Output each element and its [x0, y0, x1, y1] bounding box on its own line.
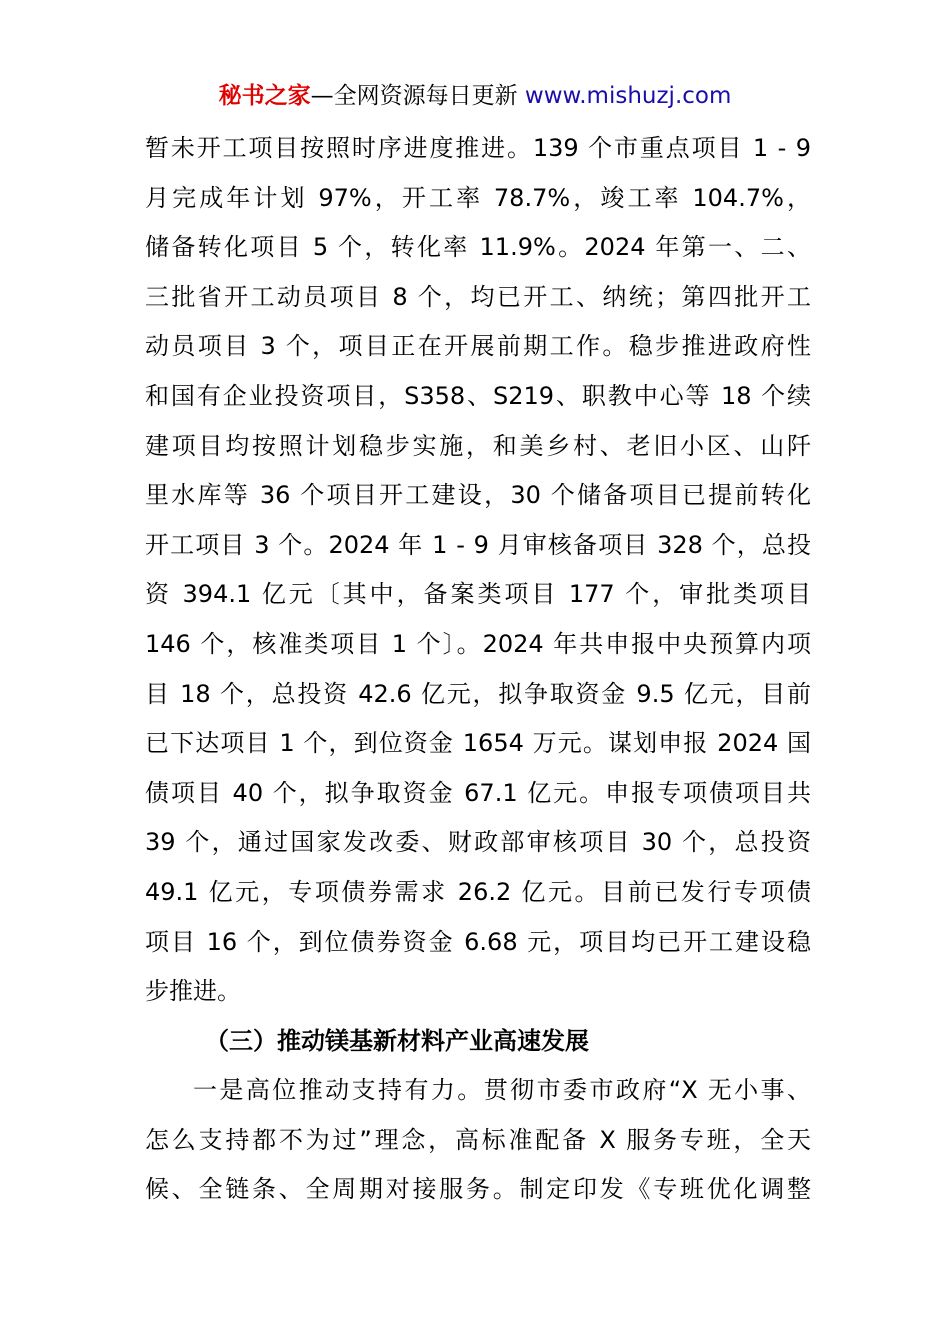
page-header — [0, 80, 950, 112]
text-line: 39 个，通过国家发改委、财政部审核项目 30 个，总投资 — [145, 828, 811, 857]
brand-name: 秘书之家 — [218, 83, 311, 109]
text-line: 步推进。 — [145, 977, 241, 1006]
section-heading: （三）推动镁基新材料产业高速发展 — [205, 1026, 589, 1055]
text-line: 三批省开工动员项目 8 个，均已开工、纳统；第四批开工 — [145, 282, 811, 311]
text-line: 暂未开工项目按照时序进度推进。139 个市重点项目 1 - 9 — [145, 134, 811, 162]
text-line: 债项目 40 个，拟争取资金 67.1 亿元。申报专项债项目共 — [145, 778, 811, 807]
text-line: 储备转化项目 5 个，转化率 11.9%。2024 年第一、二、 — [145, 233, 811, 262]
text-line: 动员项目 3 个，项目正在开展前期工作。稳步推进政府性 — [145, 332, 811, 361]
site-url[interactable]: www.mishuzj.com — [524, 83, 732, 109]
text-line: 146 个，核准类项目 1 个〕。2024 年共申报中央预算内项 — [145, 629, 811, 658]
text-line: 开工项目 3 个。2024 年 1 - 9 月审核备项目 328 个，总投 — [145, 530, 811, 559]
section-text-line: 候、全链条、全周期对接服务。制定印发《专班优化调整 — [145, 1175, 811, 1204]
section-text-line: 一是高位推动支持有力。贯彻市委市政府“X 无小事、 — [193, 1076, 811, 1105]
text-line: 项目 16 个，到位债券资金 6.68 元，项目均已开工建设稳 — [145, 927, 811, 956]
document-body — [145, 124, 811, 1215]
text-line: 和国有企业投资项目，S358、S219、职教中心等 18 个续 — [145, 381, 811, 410]
text-line: 里水库等 36 个项目开工建设，30 个储备项目已提前转化 — [145, 481, 811, 510]
text-line: 已下达项目 1 个，到位资金 1654 万元。谋划申报 2024 国 — [145, 729, 811, 758]
text-line: 目 18 个，总投资 42.6 亿元，拟争取资金 9.5 亿元，目前 — [145, 679, 811, 708]
text-line: 月完成年计划 97%，开工率 78.7%，竣工率 104.7%， — [145, 183, 811, 212]
text-line: 49.1 亿元，专项债券需求 26.2 亿元。目前已发行专项债 — [145, 877, 811, 906]
site-tagline: —全网资源每日更新 — [310, 83, 518, 109]
section-text-line: 怎么支持都不为过”理念，高标准配备 X 服务专班，全天 — [145, 1125, 811, 1154]
text-line: 建项目均按照计划稳步实施，和美乡村、老旧小区、山阡 — [145, 431, 811, 460]
text-line: 资 394.1 亿元〔其中，备案类项目 177 个，审批类项目 — [145, 580, 811, 609]
